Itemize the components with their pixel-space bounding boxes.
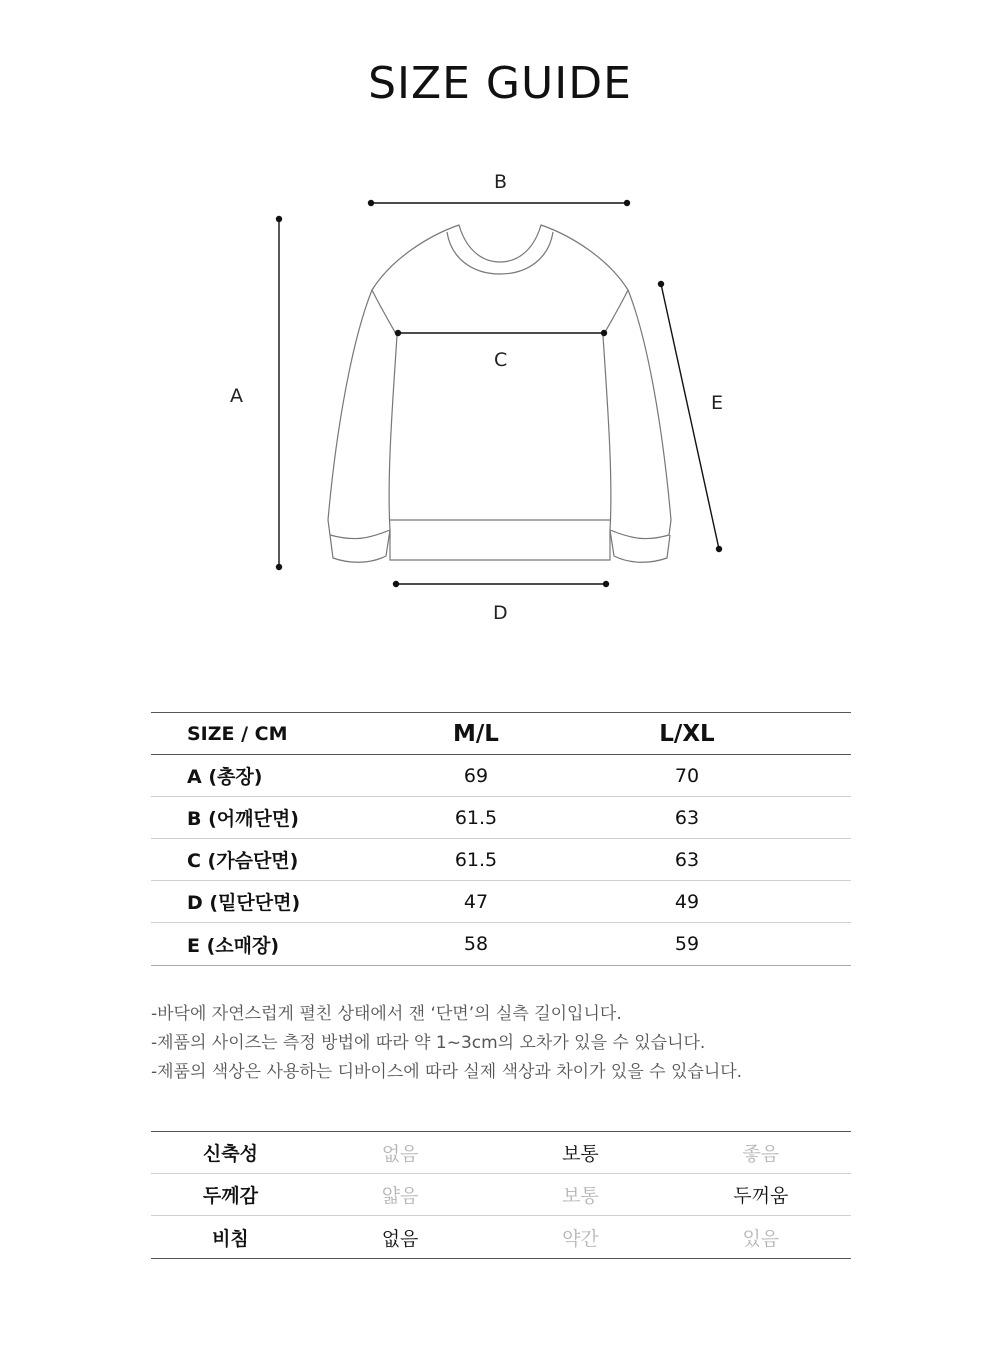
- size-table-header: [151, 713, 851, 755]
- table-row: [151, 881, 851, 923]
- value-lxl: 59: [674, 933, 700, 955]
- fabric-row-label: 두께감: [202, 1185, 258, 1207]
- fabric-option: 좋음: [742, 1143, 780, 1165]
- row-label: A (총장): [187, 766, 263, 788]
- note-item: -바닥에 자연스럽게 펼친 상태에서 잰 ‘단면’의 실측 길이입니다.: [151, 1004, 622, 1024]
- value-lxl: 63: [674, 806, 700, 829]
- page-title: SIZE GUIDE: [368, 58, 632, 109]
- size-header-lxl: L/XL: [659, 720, 715, 747]
- sweatshirt-illustration: [0, 150, 1000, 640]
- dimension-point: [276, 564, 282, 570]
- fabric-option: 약간: [562, 1227, 599, 1250]
- row-label: D (밑단단면): [187, 892, 301, 914]
- fabric-row-stretch: [151, 1132, 851, 1174]
- size-header-label: SIZE / CM: [187, 722, 288, 745]
- value-ml: 69: [463, 764, 489, 787]
- fabric-row-label: 신축성: [202, 1143, 258, 1165]
- table-row: [151, 755, 851, 797]
- dimension-point: [395, 330, 401, 336]
- dimension-point: [276, 216, 282, 222]
- note-item: -제품의 색상은 사용하는 디바이스에 따라 실제 색상과 차이가 있을 수 있습니다.: [151, 1062, 743, 1082]
- dimension-label-a: A: [230, 385, 243, 407]
- fabric-option: 없음: [381, 1143, 419, 1165]
- row-label: B (어깨단면): [187, 808, 299, 830]
- measurement-notes: [151, 1000, 851, 1087]
- value-lxl: 70: [674, 764, 700, 787]
- dimension-point: [368, 200, 374, 206]
- dimension-point: [601, 330, 607, 336]
- fabric-option-selected: 보통: [562, 1143, 599, 1165]
- dimension-point: [393, 581, 399, 587]
- fabric-option: 보통: [562, 1185, 599, 1207]
- dimension-point: [624, 200, 630, 206]
- dimension-label-b: B: [494, 171, 508, 193]
- fabric-option: 있음: [742, 1227, 780, 1250]
- table-row: [151, 839, 851, 881]
- fabric-option: 얇음: [381, 1185, 419, 1207]
- dimension-label-e: E: [711, 392, 724, 414]
- fabric-row-sheerness: [151, 1216, 851, 1258]
- dimension-point: [716, 546, 722, 552]
- fabric-row-thickness: [151, 1174, 851, 1216]
- fabric-option-selected: 두꺼움: [733, 1185, 789, 1207]
- fabric-row-label: 비침: [212, 1227, 249, 1250]
- value-ml: 61.5: [454, 806, 498, 829]
- sweatshirt-diagram: [0, 150, 1000, 640]
- dimension-point: [658, 281, 664, 287]
- fabric-option-selected: 없음: [381, 1227, 419, 1250]
- row-label: C (가슴단면): [187, 850, 299, 872]
- row-label: E (소매장): [187, 934, 280, 957]
- value-ml: 61.5: [454, 848, 498, 871]
- fabric-info-table: [151, 1131, 851, 1259]
- value-lxl: 49: [674, 890, 700, 913]
- table-row: [151, 797, 851, 839]
- value-ml: 58: [463, 933, 489, 955]
- value-lxl: 63: [674, 848, 700, 871]
- size-header-ml: M/L: [453, 720, 499, 747]
- table-row: [151, 923, 851, 965]
- size-table: [151, 712, 851, 966]
- dimension-label-d: D: [493, 602, 508, 624]
- dimension-label-c: C: [494, 349, 508, 371]
- note-item: -제품의 사이즈는 측정 방법에 따라 약 1~3cm의 오차가 있을 수 있습니다.: [151, 1033, 706, 1053]
- value-ml: 47: [463, 890, 489, 913]
- dimension-point: [603, 581, 609, 587]
